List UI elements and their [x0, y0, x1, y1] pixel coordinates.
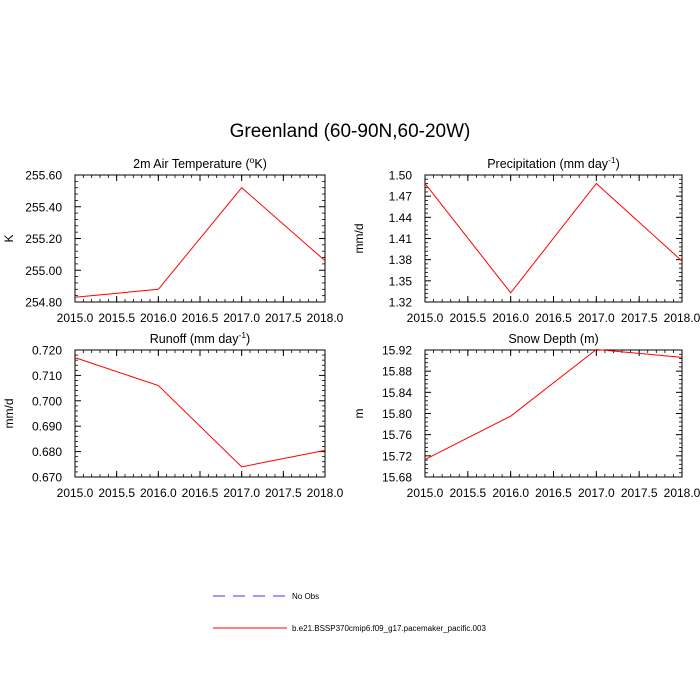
x-tick-label: 2017.5: [264, 486, 302, 500]
x-tick-label: 2017.0: [223, 311, 261, 325]
panel-title: Precipitation (mm day$^{-1}$): [487, 155, 620, 171]
series-line: [425, 349, 682, 459]
x-tick-label: 2018.0: [306, 311, 344, 325]
x-tick-label: 2015.5: [449, 311, 487, 325]
x-tick-label: 2015.5: [98, 486, 136, 500]
legend-label-2: b.e21.BSSP370cmip6.f09_g17.pacemaker_pacific.003: [292, 624, 486, 633]
x-tick-label: 2017.0: [577, 311, 615, 325]
x-tick-label: 2016.5: [535, 486, 572, 500]
y-tick-label: 1.44: [388, 210, 412, 225]
chart-panel-3: [2, 330, 344, 500]
y-tick-label: 0.680: [31, 445, 62, 460]
x-tick-label: 2017.5: [620, 486, 658, 500]
y-tick-label: 255.40: [25, 200, 62, 215]
x-tick-label: 2017.5: [264, 311, 302, 325]
y-axis-label: mm/d: [352, 223, 366, 254]
x-tick-label: 2015.0: [406, 311, 444, 325]
x-tick-label: 2016.5: [181, 486, 219, 500]
y-tick-label: 0.710: [31, 368, 62, 383]
y-tick-label: 15.92: [381, 343, 412, 358]
y-tick-label: 255.20: [25, 232, 62, 246]
figure-title: Greenland (60-90N,60-20W): [229, 121, 471, 142]
x-tick-label: 2018.0: [663, 486, 700, 500]
y-tick-label: 1.35: [388, 274, 412, 289]
y-axis-label: m: [352, 408, 366, 419]
chart-panel-1: [2, 155, 344, 325]
y-tick-label: 0.690: [31, 419, 62, 434]
y-tick-label: 1.32: [388, 295, 412, 310]
x-tick-label: 2016.0: [139, 486, 177, 500]
legend: [213, 592, 486, 633]
x-tick-label: 2017.0: [577, 486, 615, 500]
y-axis-label: K: [2, 234, 16, 243]
y-tick-label: 15.80: [381, 407, 412, 421]
chart-panel-2: [352, 155, 700, 325]
x-tick-label: 2018.0: [306, 486, 344, 500]
y-tick-label: 1.38: [388, 253, 412, 268]
y-tick-label: 0.700: [31, 394, 62, 409]
series-line: [75, 188, 325, 298]
y-tick-label: 0.720: [31, 343, 62, 358]
y-tick-label: 255.00: [25, 263, 62, 278]
y-tick-label: 15.88: [381, 364, 412, 379]
chart-panel-4: [352, 332, 700, 500]
y-tick-label: 15.68: [381, 470, 412, 485]
x-tick-label: 2018.0: [663, 311, 700, 325]
y-tick-label: 255.60: [25, 168, 62, 183]
y-tick-label: 254.80: [25, 295, 62, 310]
y-tick-label: 1.41: [388, 232, 412, 246]
y-axis-label: mm/d: [2, 398, 16, 429]
y-tick-label: 15.72: [381, 449, 412, 464]
x-tick-label: 2015.0: [56, 311, 94, 325]
panel-title: Snow Depth (m): [508, 332, 599, 346]
y-tick-label: 1.50: [388, 168, 412, 183]
x-tick-label: 2016.5: [535, 311, 572, 325]
x-tick-label: 2017.0: [223, 486, 261, 500]
x-tick-label: 2015.5: [449, 486, 487, 500]
x-tick-label: 2016.0: [139, 311, 177, 325]
x-tick-label: 2015.5: [98, 311, 136, 325]
x-tick-label: 2016.0: [492, 311, 530, 325]
x-tick-label: 2016.5: [181, 311, 219, 325]
panel-title: Runoff (mm day$^{-1}$): [149, 330, 251, 346]
y-tick-label: 15.84: [381, 385, 412, 400]
series-line: [425, 183, 682, 292]
y-tick-label: 0.670: [31, 470, 62, 485]
x-tick-label: 2017.5: [620, 311, 658, 325]
x-tick-label: 2016.0: [492, 486, 530, 500]
panel-title: 2m Air Temperature ($^o$K): [133, 155, 267, 171]
x-tick-label: 2015.0: [56, 486, 94, 500]
legend-label-1: No Obs: [292, 592, 320, 601]
y-tick-label: 1.47: [388, 189, 412, 204]
y-tick-label: 15.76: [381, 428, 412, 443]
x-tick-label: 2015.0: [406, 486, 444, 500]
plot-frame: [425, 350, 682, 477]
series-line: [75, 358, 325, 467]
